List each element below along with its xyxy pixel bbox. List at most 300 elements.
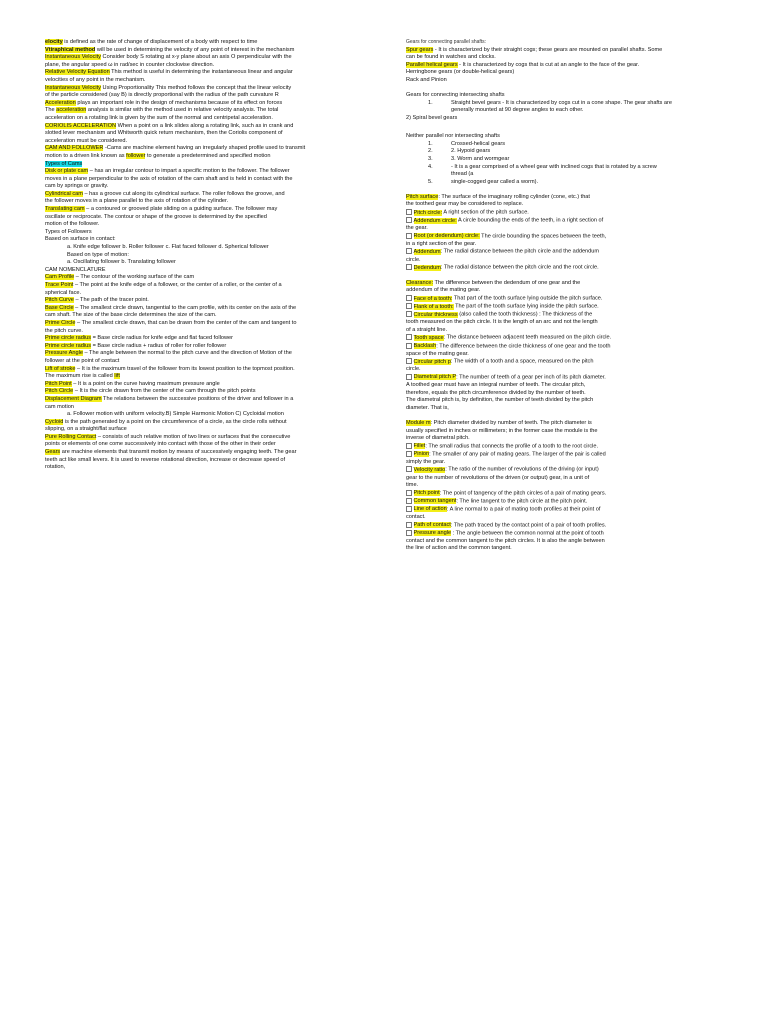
text-run: Using Proportionality This method follows the concept that the linear velocity (100, 84, 292, 91)
text-run: a. Follower motion with uniform velocity.B) Simple Harmonic Motion C) Cycloidal motion (67, 411, 284, 418)
checkbox-bullet-icon (406, 490, 412, 496)
left-text-line (45, 297, 361, 305)
checkbox-bullet-icon (406, 451, 412, 457)
highlighted-term: Pure Rolling Contact (45, 433, 97, 440)
text-run: plays an important role in the design of mechanisms because of its effect on forces (75, 99, 283, 106)
text-run: A toothed gear must have an integral number of teeth. The circular pitch, (406, 381, 586, 388)
text-run: (also called the tooth thickness) : The thickness of the (457, 311, 593, 318)
left-text-line (45, 244, 361, 252)
checkbox-bullet-icon (406, 217, 412, 223)
text-run: time. (406, 482, 419, 489)
text-run: CAM NOMENCLATURE (45, 266, 106, 273)
highlighted-term: Pitch Curve (45, 297, 74, 304)
right-text-line (406, 405, 720, 413)
text-run: The difference between the dedendum of one gear and the (433, 279, 581, 286)
text-run: moves in a plane perpendicular to the axis of rotation of the cam shaft and is held in contact with the (45, 175, 293, 182)
right-text-line (406, 148, 720, 156)
text-run: : The smaller of any pair of mating gears. The larger of the pair is called (429, 451, 606, 458)
checkbox-bullet-icon (406, 209, 412, 215)
text-run: circle. (406, 366, 421, 373)
text-run: motion of the follower. (45, 221, 100, 228)
left-text-line (45, 123, 361, 131)
text-run: of the particle considered (say B) is directly proportional with the radius of the path curvature R (45, 92, 279, 99)
left-text-line (45, 191, 361, 199)
text-run: – It is the maximum travel of the follower from its lowest position to the topmost position. (75, 365, 295, 372)
highlighted-term: Cylindrical cam (45, 190, 83, 197)
left-text-line (45, 419, 361, 427)
left-text-line (45, 77, 361, 85)
left-text-line (45, 411, 361, 419)
checkbox-bullet-icon (406, 248, 412, 254)
text-run: Herringbone gears (or double-helical gears) (406, 69, 515, 76)
right-text-line (406, 141, 720, 149)
text-run: : The angle between the common normal at the point of tooth (451, 530, 604, 537)
text-run: spherical face. (45, 289, 82, 296)
highlighted-term: Acceleration (45, 99, 76, 106)
text-run: oscillate or reciprocate. The contour or shape of the groove is determined by the specified (45, 213, 267, 220)
highlighted-term: Prime circle radius (45, 335, 92, 342)
highlighted-term: Base Circle (45, 304, 74, 311)
text-run: : A line normal to a pair of mating tooth profiles at their point of (446, 506, 601, 513)
text-run: cam shaft. The size of the base circle determines the size of the cam. (45, 312, 217, 319)
right-text-line (406, 164, 720, 172)
text-run: motion to a driven link known as (45, 152, 127, 159)
checkbox-bullet-icon (406, 522, 412, 528)
right-text-line (406, 303, 720, 311)
text-run: – The contour of the working surface of the cam (74, 274, 195, 281)
text-run: plane, the angular speed ω in rad/sec in counter clockwise direction. (45, 61, 215, 68)
text-run: – The path of the tracer point. (73, 297, 149, 304)
text-run: contact and the common tangent to the pitch circles. It is also the angle between (406, 537, 605, 544)
highlighted-term: Gears (45, 449, 61, 456)
text-run: Gears for connecting parallel shafts: (406, 39, 487, 45)
text-run: Based on surface in contact: (45, 236, 116, 243)
left-text-line (45, 457, 361, 465)
text-run: to generate a predetermined and specified motion (145, 152, 271, 159)
text-run: the line of action and the common tangent. (406, 545, 512, 552)
text-run: acceleration on a rotating link is given by the sum of the normal and centripetal acceleration. (45, 114, 273, 121)
highlighted-term: Pitch Point (45, 380, 72, 387)
highlighted-term: Prime Circle (45, 319, 76, 326)
text-run: in a right section of the gear. (406, 240, 477, 247)
highlighted-term: Path of contact (413, 522, 451, 529)
list-number: 4. (428, 163, 433, 170)
text-run: – a contoured or grooved plate sliding on a guiding surface. The follower may (84, 206, 278, 213)
checkbox-bullet-icon (406, 311, 412, 317)
text-run: the gear. (406, 225, 428, 232)
text-run: contact. (406, 513, 426, 520)
right-text-line (406, 319, 720, 327)
right-text-line (406, 545, 720, 553)
right-text-line (406, 100, 720, 108)
left-text-line (45, 267, 361, 275)
left-text-line (45, 290, 361, 298)
left-text-line (45, 153, 361, 161)
right-text-line (406, 85, 720, 93)
list-number: 2. (428, 148, 433, 155)
text-run: single-cogged gear called a worm). (451, 178, 539, 185)
highlighted-term: Line of action (413, 506, 447, 513)
text-run: When a point on a link slides along a rotating link, such as in crank and (116, 122, 294, 129)
left-text-line (45, 328, 361, 336)
text-run: 2. Hypoid gears (451, 148, 491, 155)
left-text-line (45, 206, 361, 214)
text-run: – has an irregular contour to impart a specific motion to the follower. The follower (88, 168, 290, 175)
text-run: – The smallest circle drawn, that can be drawn from the center of the cam and tangent to (75, 319, 297, 326)
text-run: Crossed-helical gears (451, 140, 506, 147)
right-text-line (406, 498, 720, 506)
highlighted-term: Trace Point (45, 282, 74, 288)
right-text-line (406, 209, 720, 217)
text-run: rotation, (45, 464, 66, 471)
left-text-line (45, 464, 361, 472)
left-text-line (45, 434, 361, 442)
right-text-line (406, 257, 720, 265)
checkbox-bullet-icon (406, 233, 412, 239)
left-text-line (45, 320, 361, 328)
left-text-line (45, 85, 361, 93)
left-text-line (45, 358, 361, 366)
text-run: Consider body S rotating at x-y plane about an axis O perpendicular with the (100, 54, 292, 61)
checkbox-bullet-icon (406, 343, 412, 349)
text-run: – consists of such relative motion of two lines or surfaces that the consecutive (96, 433, 291, 440)
right-text-line (406, 54, 720, 62)
highlighted-term: Disk or plate cam (45, 168, 89, 175)
highlighted-term: Tooth space (413, 334, 444, 341)
checkbox-bullet-icon (406, 303, 412, 309)
text-run: : The path traced by the contact point of a pair of tooth profiles. (450, 522, 607, 529)
text-run: – The angle between the normal to the pitch curve and the direction of Motion of the (82, 350, 292, 357)
text-run: The relations between the successive positions of the driver and follower in a (101, 395, 294, 402)
highlighted-term: Pitch point (413, 490, 440, 497)
highlighted-term: Diametral pitch P (413, 374, 457, 381)
text-run: - It is a gear comprised of a wheel gear with inclined cogs that is rotated by a screw (451, 163, 657, 170)
text-run: : The ratio of the number of revolutions of the driving (or input) (445, 466, 599, 473)
left-text-line (45, 39, 361, 47)
text-run: The maximum rise is called (45, 373, 115, 380)
right-text-line (406, 482, 720, 490)
right-text-line (406, 217, 720, 225)
text-run: acceleration must be considered. (45, 137, 128, 144)
highlighted-term: Dedendum (413, 264, 441, 271)
right-text-line (406, 366, 720, 374)
right-text-line (406, 311, 720, 319)
highlighted-term: Vtiraphical method (45, 46, 96, 53)
highlighted-term: Backlash (413, 343, 437, 349)
right-text-line (406, 115, 720, 123)
highlighted-term: Cycloid (45, 418, 64, 425)
left-text-line (45, 183, 361, 191)
highlighted-term: follower (126, 152, 146, 159)
highlighted-term: CAM AND FOLLOWER (45, 145, 104, 152)
highlighted-term: Relative Velocity Equation (45, 69, 110, 76)
right-text-line (406, 77, 720, 85)
right-text-line (406, 435, 720, 443)
text-run: = Base circle radius for knife edge and flat faced follower (91, 335, 233, 342)
text-run: – has a groove cut along its cylindrical surface. The roller follows the groove, and (82, 190, 285, 197)
highlighted-term: Circular thickness (413, 311, 458, 318)
left-text-line (45, 100, 361, 108)
text-run: cam by springs or gravity. (45, 183, 109, 190)
text-run: 3. Worm and wormgear (451, 155, 510, 162)
right-text-line (406, 233, 720, 241)
right-text-line (406, 171, 720, 179)
left-text-line (45, 350, 361, 358)
text-run: - It is characterized by cogs that is cut at an angle to the face of the gear. (457, 61, 640, 68)
text-run: Neither parallel nor intersecting shafts (406, 133, 500, 140)
highlighted-term: Pressure angle (413, 530, 452, 537)
left-text-line (45, 214, 361, 222)
right-text-line (406, 343, 720, 351)
right-text-line (406, 123, 720, 131)
text-run: usually specified in inches or millimeters; in the former case the module is the (406, 427, 598, 434)
text-run: follower at the point of contact (45, 357, 120, 364)
text-run: Gears for connecting intersecting shafts (406, 92, 505, 99)
right-text-line (406, 186, 720, 194)
left-text-line (45, 92, 361, 100)
text-run: gear to the number of revolutions of the driven (or output) gear, in a unit of (406, 474, 590, 481)
left-text-line (45, 107, 361, 115)
list-number: 1. (428, 99, 433, 106)
left-text-line (45, 305, 361, 313)
right-text-line (406, 506, 720, 514)
text-run: velocities of any point in the mechanism. (45, 76, 146, 83)
text-run: : The radial distance between the pitch circle and the addendum (440, 248, 600, 255)
text-run: of a straight line. (406, 326, 448, 333)
highlighted-term: Circular pitch p (413, 358, 451, 365)
text-run: tooth measured on the pitch circle. It is the length of an arc and not the length (406, 319, 598, 326)
checkbox-bullet-icon (406, 530, 412, 536)
highlighted-term: Spur gears (406, 46, 434, 53)
left-text-line (45, 176, 361, 184)
right-text-line (406, 39, 720, 47)
text-run: the toothed gear may be considered to replace. (406, 201, 524, 208)
right-text-line (406, 156, 720, 164)
right-text-line (406, 530, 720, 538)
text-run: is defined as the rate of change of displacement of a body with respect to time (62, 39, 258, 45)
text-run: generally mounted at 90 degree angles to each other. (451, 107, 584, 114)
highlighted-term: Flank of a tooth: (413, 303, 454, 310)
right-text-line (406, 443, 720, 451)
left-text-line (45, 282, 361, 290)
right-text-line (406, 490, 720, 498)
right-text-line (406, 179, 720, 187)
right-text-line (406, 287, 720, 295)
right-text-line (406, 62, 720, 70)
text-run: This method is useful in determining the instantaneous linear and angular (109, 69, 293, 76)
left-text-line (45, 404, 361, 412)
right-text-line (406, 538, 720, 546)
right-text-line (406, 92, 720, 100)
list-number: 1. (428, 140, 433, 147)
right-text-line (406, 264, 720, 272)
highlighted-term: Pinion (413, 451, 430, 458)
checkbox-bullet-icon (406, 295, 412, 301)
text-run: : Pitch diameter divided by number of teeth. The pitch diameter is (430, 419, 592, 426)
text-run: A right section of the pitch surface. (442, 209, 529, 216)
right-text-line (406, 390, 720, 398)
highlighted-term: Pitch surface (406, 193, 439, 200)
checkbox-bullet-icon (406, 358, 412, 364)
left-text-line (45, 312, 361, 320)
text-run: is the path generated by a point on the circumference of a circle, as the circle rolls without (63, 418, 287, 425)
text-run: addendum of the mating gear. (406, 287, 481, 294)
right-text-line (406, 133, 720, 141)
right-text-line (406, 374, 720, 382)
highlighted-term: Root (or dedendum) circle: (413, 233, 480, 240)
text-run: : The radial distance between the pitch circle and the root circle. (440, 264, 599, 271)
text-run: -Cams are machine element having an irregularly shaped profile used to transmit (103, 145, 306, 152)
right-text-line (406, 428, 720, 436)
left-text-line (45, 69, 361, 77)
text-run: A circle bounding the ends of the teeth, in a right section of (456, 217, 604, 224)
text-run: – The smallest circle drawn, tangential to the cam profile, with its center on the axis of the (73, 304, 297, 311)
text-run: : The width of a tooth and a space, measured on the pitch (450, 358, 594, 365)
right-text-line (406, 358, 720, 366)
highlighted-term: Clearance: (406, 279, 434, 286)
text-run: therefore, equals the pitch circumference divided by the number of teeth. (406, 389, 586, 396)
text-run: a. Oscillating follower b. Translating follower (67, 259, 176, 266)
text-run: – It is a point on the curve having maximum pressure angle (71, 380, 220, 387)
checkbox-bullet-icon (406, 374, 412, 380)
left-text-line (45, 236, 361, 244)
text-run: The (45, 107, 57, 114)
right-text-line (406, 466, 720, 474)
text-run: : The point of tangency of the pitch circles of a pair of mating gears. (439, 490, 607, 497)
text-run: inverse of diametral pitch. (406, 435, 470, 442)
highlighted-term: Parallel helical gears (406, 61, 458, 68)
right-text-line (406, 351, 720, 359)
text-run: points or elements of one come successively into contact with those of the other in their order (45, 441, 276, 448)
right-text-line (406, 451, 720, 459)
text-run: Rack and Pinion (406, 76, 447, 83)
left-text-line (45, 259, 361, 267)
highlighted-term: Module m (406, 419, 431, 426)
text-run: diameter. That is, (406, 404, 449, 411)
highlighted-term: Addendum (413, 248, 441, 255)
text-run: teeth act like small levers. It is used to reverse rotational direction, increase or decrease speed of (45, 456, 286, 463)
text-run: simply the gear. (406, 458, 446, 465)
text-run: – The point at the knife edge of a follower, or the center of a roller, or the center of a (73, 282, 282, 288)
right-text-line (406, 280, 720, 288)
text-run: can be found in watches and clocks. (406, 54, 496, 61)
checkbox-bullet-icon (406, 443, 412, 449)
text-run: will be used in determining the velocity of any point of interest in the mechanism (95, 46, 295, 53)
text-run: space of the mating gear. (406, 350, 469, 357)
highlighted-term: Cam Profile (45, 274, 75, 281)
left-text-line (45, 426, 361, 434)
checkbox-bullet-icon (406, 466, 412, 472)
right-text-line (406, 295, 720, 303)
left-text-line (45, 366, 361, 374)
text-run: 2) Spiral bevel gears (406, 114, 458, 121)
text-run: Types of Followers (45, 228, 92, 235)
text-run: analysis is similar with the method used in relative velocity analysis. The total (86, 107, 279, 114)
left-text-line (45, 449, 361, 457)
text-run: Based on type of motion: (67, 251, 129, 258)
right-text-line (406, 327, 720, 335)
right-text-line (406, 47, 720, 55)
left-text-line (45, 252, 361, 260)
highlighted-term: Types of Cams (45, 160, 83, 167)
left-text-line (45, 274, 361, 282)
highlighted-term: Pitch circle: (413, 209, 443, 216)
left-text-line (45, 161, 361, 169)
left-text-line (45, 168, 361, 176)
left-text-line (45, 47, 361, 55)
right-text-line (406, 475, 720, 483)
highlighted-term: Translating cam (45, 206, 85, 213)
left-text-line (45, 115, 361, 123)
highlighted-term: elocity (45, 39, 63, 45)
highlighted-term: CORIOLIS ACCELERATION (45, 122, 117, 129)
text-run: : The number of teeth of a gear per inch of its pitch diameter. (456, 374, 606, 381)
highlighted-term: Fillet (413, 443, 426, 450)
left-text-line (45, 335, 361, 343)
checkbox-bullet-icon (406, 506, 412, 512)
text-run: The circle bounding the spaces between the teeth, (479, 233, 607, 240)
right-text-line (406, 201, 720, 209)
text-run: the pitch curve. (45, 327, 83, 334)
highlighted-term: Lift of stroke (45, 365, 76, 372)
text-run: That part of the tooth surface lying outside the pitch surface. (452, 295, 603, 302)
right-text-line (406, 334, 720, 342)
left-text-line (45, 138, 361, 146)
text-run: - It is characterized by their straight cogs; these gears are mounted on parallel shafts. Some (433, 46, 663, 53)
left-text-line (45, 343, 361, 351)
left-text-line (45, 221, 361, 229)
highlighted-term: Instantaneous Velocity (45, 54, 101, 61)
highlighted-term: Velocity ratio (413, 466, 446, 473)
text-run: slipping, on a straight/flat surface (45, 426, 127, 433)
right-text-line (406, 225, 720, 233)
text-run: are machine elements that transmit motion by means of successively engaging teeth. The gear (60, 449, 297, 456)
right-text-line (406, 382, 720, 390)
text-run: slotted lever mechanism and Whitworth quick return mechanism, then the Coriolis component of (45, 130, 283, 137)
highlighted-term: lift (114, 373, 120, 380)
left-text-line (45, 396, 361, 404)
text-run: : The line tangent to the pitch circle at the pitch point. (456, 498, 588, 505)
left-text-line (45, 130, 361, 138)
text-run: : The surface of the imaginary rolling cylinder (cone, etc.) that (438, 193, 590, 200)
text-run: Straight bevel gears - It is characterized by cogs cut in a cone shape. The gear shafts are (451, 99, 672, 106)
left-text-line (45, 373, 361, 381)
right-text-line (406, 514, 720, 522)
right-text-line (406, 420, 720, 428)
left-text-line (45, 54, 361, 62)
text-run: The diametral pitch is, by definition, the number of teeth divided by the pitch (406, 397, 594, 404)
text-run: = Base circle radius + radius of roller for roller follower (91, 342, 227, 349)
left-text-line (45, 441, 361, 449)
left-text-line (45, 62, 361, 70)
list-number: 3. (428, 155, 433, 162)
highlighted-term: acceleration (56, 107, 87, 114)
checkbox-bullet-icon (406, 334, 412, 340)
right-text-line (406, 248, 720, 256)
right-text-line (406, 272, 720, 280)
right-text-line (406, 459, 720, 467)
left-text-line (45, 198, 361, 206)
right-text-line (406, 522, 720, 530)
text-run: : The small radius that connects the profile of a tooth to the root circle. (425, 443, 599, 450)
checkbox-bullet-icon (406, 264, 412, 270)
left-text-line (45, 381, 361, 389)
text-run: the follower moves in a plane parallel to the axis of rotation of the cylinder. (45, 198, 229, 205)
highlighted-term: Displacement Diagram (45, 395, 102, 402)
text-run: The part of the tooth surface lying inside the pitch surface. (453, 303, 599, 310)
highlighted-term: Addendum circle: (413, 217, 457, 224)
right-text-line (406, 412, 720, 420)
